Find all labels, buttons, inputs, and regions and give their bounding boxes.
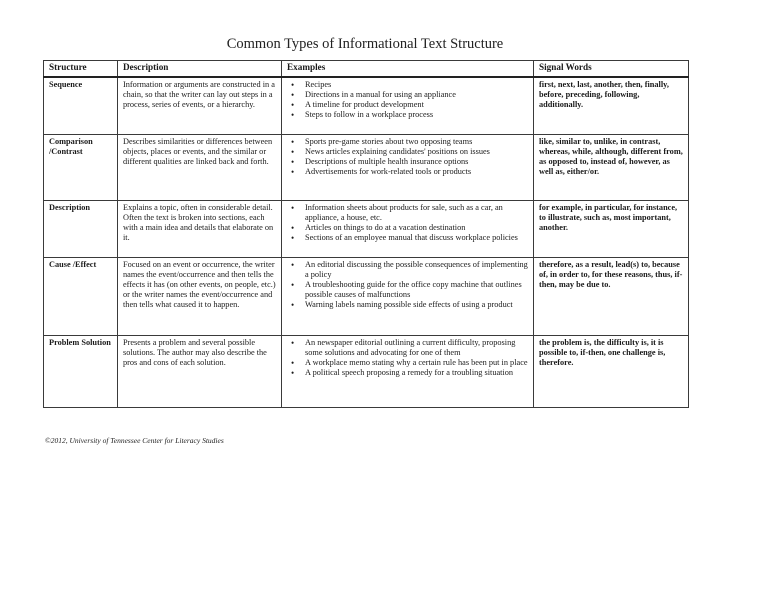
header-examples: Examples [282,61,534,77]
example-item: • Sections of an employee manual that discuss workplace policies [305,233,528,243]
example-item: • An newspaper editorial outlining a current difficulty, proposing some solutions and advocating for one of them [305,338,528,358]
example-item: • A political speech proposing a remedy for a troubling situation [305,368,528,378]
title-text: Common Types of Informational Text Structure [226,36,504,52]
structure-cell: Sequence [44,77,118,135]
header-signal-words: Signal Words [534,61,689,77]
description-cell: Explains a topic, often in considerable detail. Often the text is broken into sections, each with a main idea and details that elaborate on it. [118,201,282,258]
signal-words-cell: first, next, last, another, then, finally, before, preceding, following, additionally. [534,77,689,135]
structure-cell: Comparison /Contrast [44,135,118,201]
signal-words-cell: the problem is, the difficulty is, it is possible to, if-then, one challenge is, therefore. [534,336,689,408]
structure-cell: Cause /Effect [44,258,118,336]
example-item: • Sports pre-game stories about two opposing teams [305,137,528,147]
document-title [0,36,730,53]
examples-cell [282,336,534,408]
copyright-footer: ©2012, University of Tennessee Center for Literacy Studies [45,436,224,445]
table-row [44,135,689,201]
example-item: • An editorial discussing the possible consequences of implementing a policy [305,260,528,280]
example-item: • A troubleshooting guide for the office copy machine that outlines possible causes of malfunctions [305,280,528,300]
signal-words-cell: like, similar to, unlike, in contrast, whereas, while, although, different from, as opposed to, instead of, however, as well as, either/or. [534,135,689,201]
example-item: • Articles on things to do at a vacation destination [305,223,528,233]
examples-list [287,137,528,177]
examples-list [287,203,528,243]
signal-words-cell: for example, in particular, for instance, to illustrate, such as, most important, another. [534,201,689,258]
examples-cell [282,201,534,258]
example-item: • News articles explaining candidates' positions on issues [305,147,528,157]
table-row [44,336,689,408]
example-item: • Warning labels naming possible side effects of using a product [305,300,528,310]
description-cell: Describes similarities or differences between objects, places or events, and the similar or different qualities are linked back and forth. [118,135,282,201]
description-cell: Presents a problem and several possible solutions. The author may also describe the pros and cons of each solution. [118,336,282,408]
examples-list [287,338,528,378]
signal-words-cell: therefore, as a result, lead(s) to, because of, in order to, for these reasons, thus, if-then, may be due to. [534,258,689,336]
examples-list [287,80,528,120]
examples-cell [282,258,534,336]
example-item: • Advertisements for work-related tools or products [305,167,528,177]
table-row [44,201,689,258]
description-cell: Focused on an event or occurrence, the writer names the event/occurrence and then tells the effects it has (on other events, on people, etc.) or the writer names the event/occurrence and then tells what caused it to happen. [118,258,282,336]
description-cell: Information or arguments are constructed in a chain, so that the writer can lay out steps in a process, series of events, or a hierarchy. [118,77,282,135]
example-item: • Recipes [305,80,528,90]
header-description: Description [118,61,282,77]
table-header-row [44,61,689,77]
example-item: • Steps to follow in a workplace process [305,110,528,120]
table-row [44,258,689,336]
header-structure: Structure [44,61,118,77]
example-item: • Information sheets about products for sale, such as a car, an appliance, a house, etc. [305,203,528,223]
example-item: • A workplace memo stating why a certain rule has been put in place [305,358,528,368]
example-item: • Directions in a manual for using an appliance [305,90,528,100]
structure-cell: Problem Solution [44,336,118,408]
example-item: • Descriptions of multiple health insurance options [305,157,528,167]
text-structure-table [43,60,689,408]
examples-cell [282,135,534,201]
examples-cell [282,77,534,135]
structure-cell: Description [44,201,118,258]
examples-list [287,260,528,310]
table-row [44,77,689,135]
example-item: • A timeline for product development [305,100,528,110]
